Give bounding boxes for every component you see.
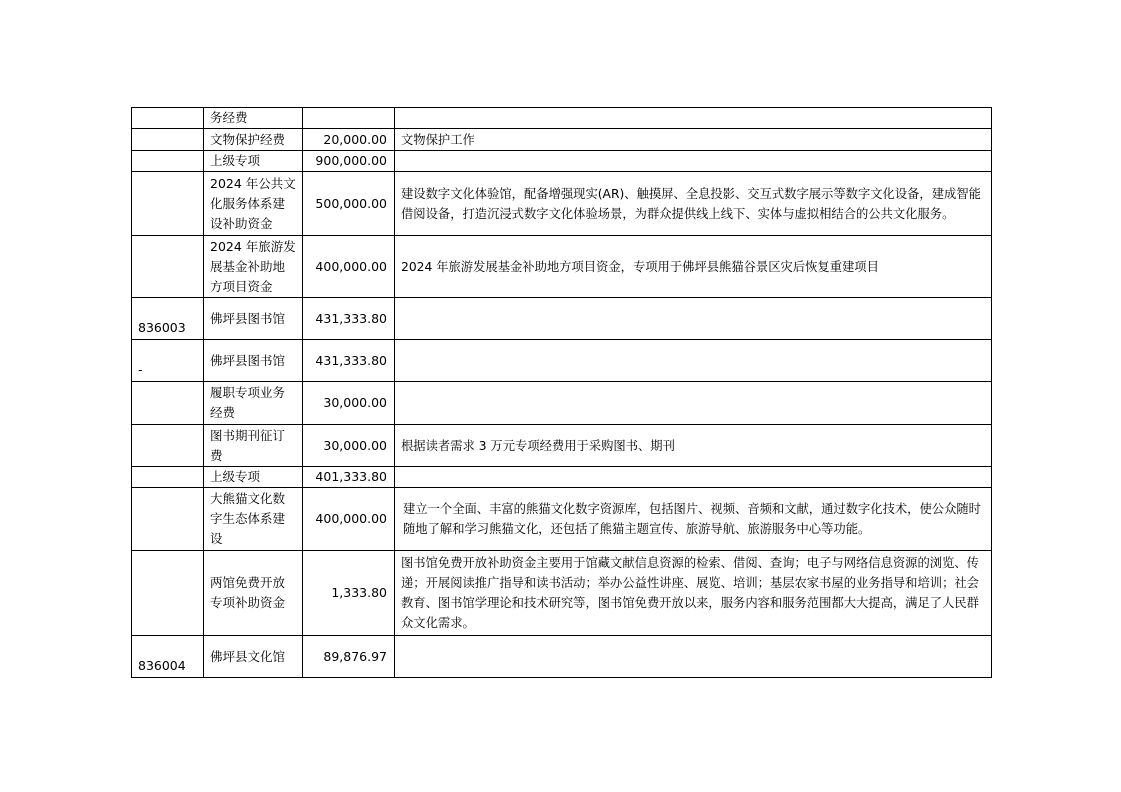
description-cell	[395, 151, 992, 172]
item-name-cell: 上级专项	[204, 467, 303, 488]
amount-cell: 431,333.80	[303, 340, 395, 382]
amount-cell: 900,000.00	[303, 151, 395, 172]
unit-code-cell: 836003	[132, 298, 204, 340]
table-row	[132, 108, 992, 129]
item-name-cell: 大熊猫文化数字生态体系建设	[204, 488, 303, 551]
amount-cell: 30,000.00	[303, 382, 395, 425]
amount-cell: 401,333.80	[303, 467, 395, 488]
description-cell	[395, 298, 992, 340]
amount-cell: 500,000.00	[303, 172, 395, 236]
unit-code-cell	[132, 151, 204, 172]
unit-code-cell	[132, 488, 204, 551]
item-name-cell: 务经费	[204, 108, 303, 129]
unit-code-cell	[132, 236, 204, 298]
item-name-cell: 佛坪县文化馆	[204, 636, 303, 678]
description-cell: 建立一个全面、丰富的熊猫文化数字资源库，包括图片、视频、音频和文献，通过数字化技术，使公众随时随地了解和学习熊猫文化，还包括了熊猫主题宣传、旅游导航、旅游服务中心等功能。	[395, 488, 992, 551]
description-cell: 2024 年旅游发展基金补助地方项目资金，专项用于佛坪县熊猫谷景区灾后恢复重建项目	[395, 236, 992, 298]
item-name-cell: 图书期刊征订费	[204, 425, 303, 467]
description-cell	[395, 108, 992, 129]
description-cell	[395, 382, 992, 425]
description-cell: 根据读者需求 3 万元专项经费用于采购图书、期刊	[395, 425, 992, 467]
unit-code-cell	[132, 467, 204, 488]
table-row	[132, 172, 992, 236]
unit-code-cell	[132, 172, 204, 236]
table-row	[132, 467, 992, 488]
amount-cell: 89,876.97	[303, 636, 395, 678]
amount-cell: 400,000.00	[303, 488, 395, 551]
table-row	[132, 129, 992, 151]
unit-code-cell	[132, 108, 204, 129]
budget-table	[131, 107, 992, 678]
table-row	[132, 382, 992, 425]
amount-cell: 30,000.00	[303, 425, 395, 467]
item-name-cell: 履职专项业务经费	[204, 382, 303, 425]
table-row	[132, 340, 992, 382]
item-name-cell: 文物保护经费	[204, 129, 303, 151]
unit-code-cell: -	[132, 340, 204, 382]
unit-code-cell: 836004	[132, 636, 204, 678]
description-cell: 文物保护工作	[395, 129, 992, 151]
unit-code-cell	[132, 129, 204, 151]
description-cell	[395, 467, 992, 488]
item-name-cell: 上级专项	[204, 151, 303, 172]
description-cell	[395, 340, 992, 382]
unit-code-cell	[132, 425, 204, 467]
item-name-cell: 佛坪县图书馆	[204, 340, 303, 382]
item-name-cell: 2024 年公共文化服务体系建设补助资金	[204, 172, 303, 236]
amount-cell: 20,000.00	[303, 129, 395, 151]
description-cell: 建设数字文化体验馆，配备增强现实(AR)、触摸屏、全息投影、交互式数字展示等数字文化设备，建成智能借阅设备，打造沉浸式数字文化体验场景，为群众提供线上线下、实体与虚拟相结合的公共文化服务。	[395, 172, 992, 236]
table-row	[132, 425, 992, 467]
amount-cell: 431,333.80	[303, 298, 395, 340]
table-row	[132, 488, 992, 551]
table-row	[132, 151, 992, 172]
unit-code-cell	[132, 551, 204, 636]
unit-code-cell	[132, 382, 204, 425]
amount-cell: 1,333.80	[303, 551, 395, 636]
description-cell: 图书馆免费开放补助资金主要用于馆藏文献信息资源的检索、借阅、查询；电子与网络信息资源的浏览、传递；开展阅读推广指导和读书活动；举办公益性讲座、展览、培训；基层农家书屋的业务指导和培训；社会教育、图书馆学理论和技术研究等，图书馆免费开放以来，服务内容和服务范围都大大提高，满足了人民群众文化需求。	[395, 551, 992, 636]
table-row	[132, 236, 992, 298]
description-cell	[395, 636, 992, 678]
amount-cell	[303, 108, 395, 129]
table-row	[132, 636, 992, 678]
item-name-cell: 佛坪县图书馆	[204, 298, 303, 340]
amount-cell: 400,000.00	[303, 236, 395, 298]
item-name-cell: 两馆免费开放专项补助资金	[204, 551, 303, 636]
table-row	[132, 551, 992, 636]
item-name-cell: 2024 年旅游发展基金补助地方项目资金	[204, 236, 303, 298]
table-row	[132, 298, 992, 340]
